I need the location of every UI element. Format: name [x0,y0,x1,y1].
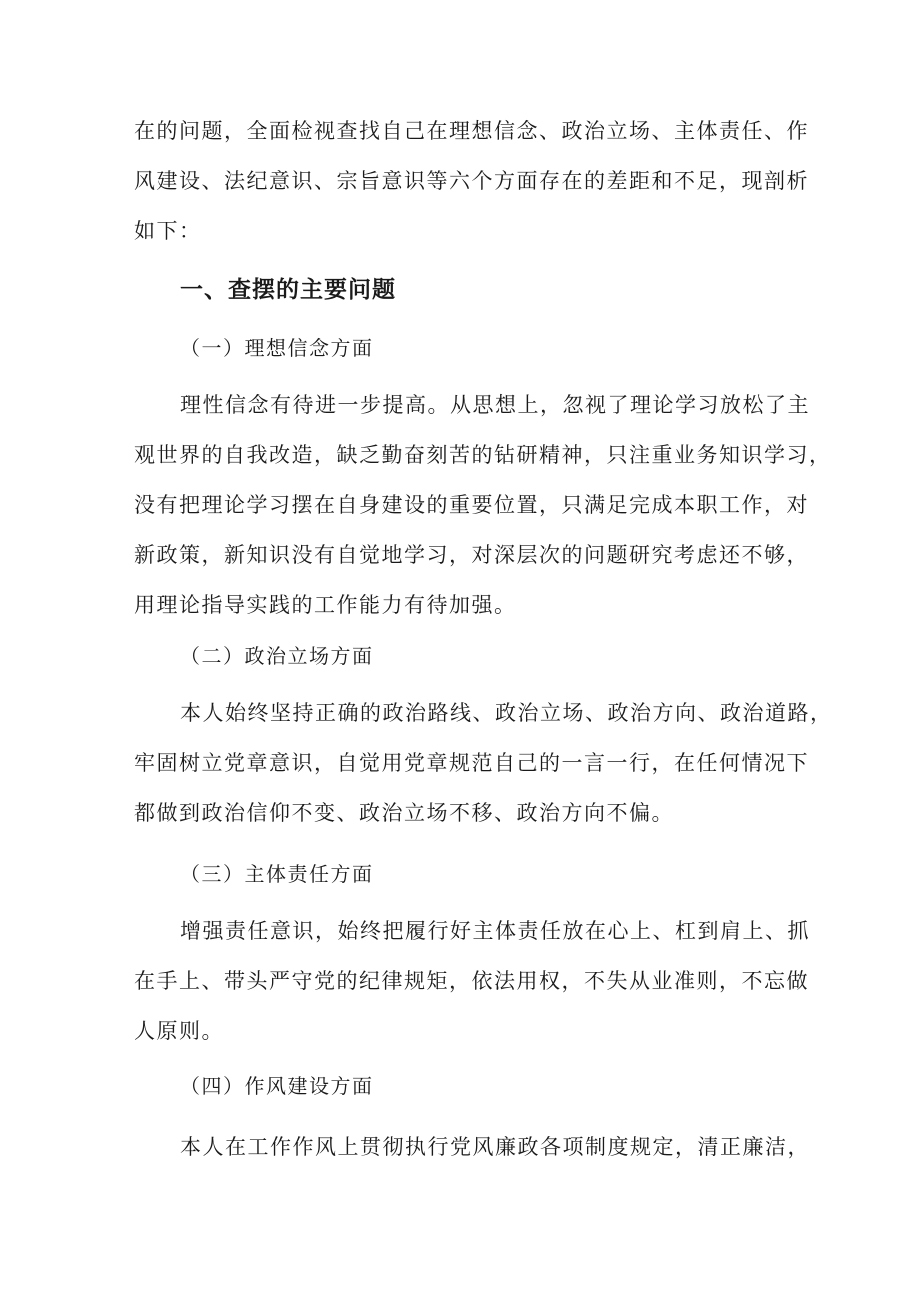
paragraph-line: 本人始终坚持正确的政治路线、政治立场、政治方向、政治道路， [180,701,833,725]
paragraph-ideals [134,380,832,630]
subheading-work-style: （四）作风建设方面 [180,1074,374,1098]
paragraph-line: 增强责任意识，始终把履行好主体责任放在心上、杠到肩上、抓 [180,919,810,943]
subheading-political-stance: （二）政治立场方面 [180,644,374,668]
intro-line-1: 在的问题，全面检视查找自己在理想信念、政治立场、主体责任、作 [134,119,809,143]
paragraph-line: 理性信念有待进一步提高。从思想上，忽视了理论学习放松了主 [180,393,810,417]
section-heading-1: 一、查摆的主要问题 [180,277,396,303]
intro-line-3: 如下： [134,219,202,243]
paragraph-line: 没有把理论学习摆在自身建设的重要位置，只满足完成本职工作，对 [134,493,809,517]
paragraph-line: 观世界的自我改造，缺乏勤奋刻苦的钻研精神，只注重业务知识学习， [134,443,832,467]
paragraph-line: 都做到政治信仰不变、政治立场不移、政治方向不偏。 [134,801,674,825]
intro-paragraph [134,106,809,256]
subheading-responsibility: （三）主体责任方面 [180,862,374,886]
paragraph-line: 牢固树立党章意识，自觉用党章规范自己的一言一行，在任何情况下 [134,751,809,775]
paragraph-line: 本人在工作作风上贯彻执行党风廉政各项制度规定，清正廉洁， [180,1135,810,1159]
subheading-ideals: （一）理想信念方面 [180,336,374,360]
paragraph-work-style [134,1122,810,1172]
paragraph-line: 新政策，新知识没有自觉地学习，对深层次的问题研究考虑还不够， [134,543,809,567]
paragraph-line: 在手上、带头严守党的纪律规矩，依法用权，不失从业准则，不忘做 [134,969,809,993]
intro-line-2: 风建设、法纪意识、宗旨意识等六个方面存在的差距和不足，现剖析 [134,169,809,193]
paragraph-political-stance [134,688,833,838]
paragraph-line: 人原则。 [134,1019,224,1043]
paragraph-responsibility [134,906,810,1056]
paragraph-line: 用理论指导实践的工作能力有待加强。 [134,593,517,617]
